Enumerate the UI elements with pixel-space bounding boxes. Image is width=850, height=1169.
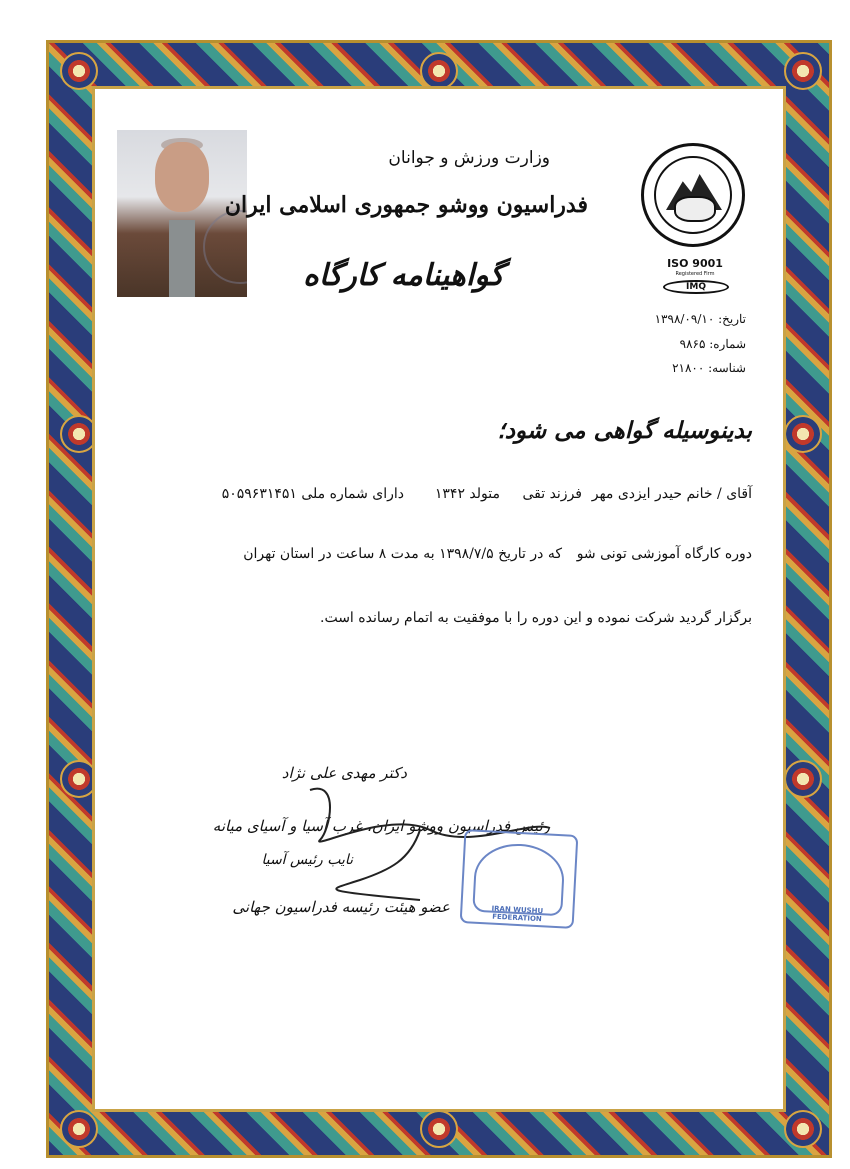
father-name: فرزند تقی	[522, 486, 582, 502]
federation-logo	[641, 143, 745, 247]
federation-stamp	[460, 829, 579, 929]
iso-title: ISO 9001	[667, 257, 723, 270]
photo-stamp-mark	[203, 210, 247, 284]
course-name: دوره کارگاه آموزشی تونی شو	[576, 546, 752, 562]
meta-number: شماره: ۹۸۶۵	[679, 337, 746, 351]
signatory-role-3: عضو هیئت رئیسه فدراسیون جهانی	[232, 898, 450, 916]
border-rosette-icon	[420, 52, 458, 90]
iso-registered: Registered Firm	[675, 271, 715, 277]
photo-face	[155, 142, 209, 212]
border-rosette-icon	[784, 1110, 822, 1148]
border-rosette-icon	[60, 52, 98, 90]
meta-date: تاریخ: ۱۳۹۸/۰۹/۱۰	[654, 312, 746, 326]
holder-name: آقای / خانم حیدر ایزدی مهر	[591, 486, 752, 502]
meta-id: شناسه: ۲۱۸۰۰	[672, 361, 746, 375]
national-id: دارای شماره ملی ۵۰۵۹۶۳۱۴۵۱	[221, 486, 404, 502]
birth-year: متولد ۱۳۴۲	[434, 486, 500, 502]
fist-salute-icon	[674, 196, 716, 222]
imq-logo: IMQ	[663, 280, 729, 294]
border-rosette-icon	[784, 415, 822, 453]
border-rosette-icon	[60, 1110, 98, 1148]
stamp-text: IRAN WUSHU FEDERATION	[491, 904, 544, 924]
border-rosette-icon	[420, 1110, 458, 1148]
certificate-title: گواهینامه کارگاه	[303, 258, 504, 293]
iso-badge	[660, 258, 730, 280]
ministry-title: وزارت ورزش و جوانان	[388, 148, 550, 168]
federation-title: فدراسیون ووشو جمهوری اسلامی ایران	[224, 192, 588, 218]
photo-shirt	[169, 220, 195, 297]
signatory-name: دکتر مهدی علی نژاد	[281, 764, 407, 782]
body-line-3: برگزار گردید شرکت نموده و این دوره را با موفقیت به اتمام رسانده است.	[320, 610, 752, 626]
signatory-role-1: رئیس فدراسیون ووشو ایران، غرب آسیا و آسیای میانه	[212, 817, 550, 835]
course-detail: که در تاریخ ۱۳۹۸/۷/۵ به مدت ۸ ساعت در استان تهران	[243, 546, 562, 562]
border-rosette-icon	[784, 760, 822, 798]
border-rosette-icon	[784, 52, 822, 90]
certify-heading: بدینوسیله گواهی می شود؛	[497, 417, 752, 444]
signatory-role-2: نایب رئیس آسیا	[261, 852, 353, 868]
